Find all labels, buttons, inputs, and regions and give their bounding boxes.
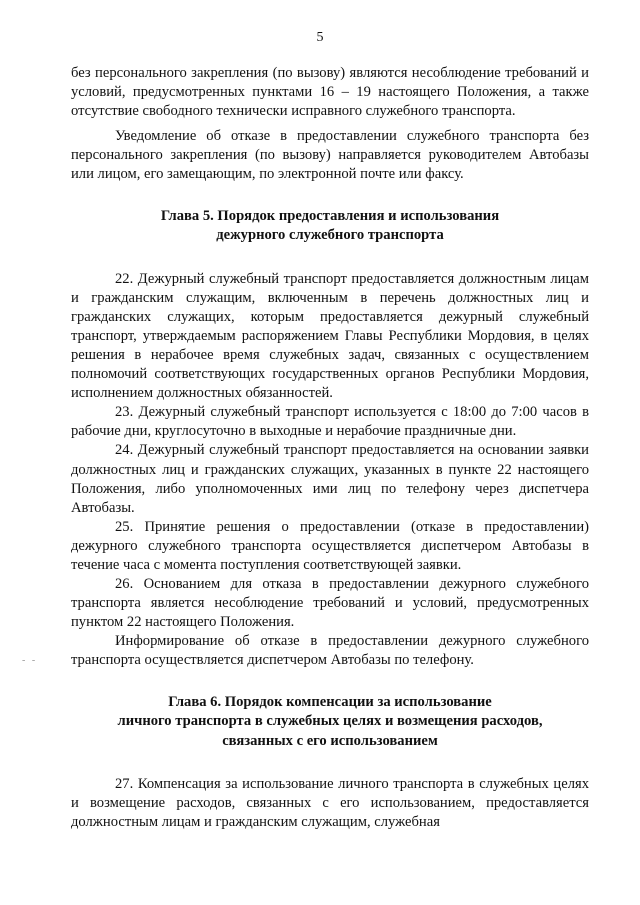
- chapter-heading: [71, 693, 589, 752]
- paragraph: Информирование об отказе в предоставлении дежурного служебного транспорта осуществляется диспетчером Автобазы по телефону.: [71, 633, 589, 669]
- heading-line: личного транспорта в служебных целях и возмещения расходов,: [117, 713, 543, 730]
- paragraph: 22. Дежурный служебный транспорт предоставляется должностным лицам и гражданским служащим, включенным в перечень должностных лиц и гражданских служащих, которым предоставляется дежурный служебный транспорт, утверждаемым распоряжением Главы Республики Мордовия, в целях решения в нерабочее время служебных задач, связанных с осуществлением полномочий соответствующих государственных органов Республики Мордовия, исполнением должностных обязанностей.: [71, 270, 589, 402]
- paragraph: без персонального закрепления (по вызову) являются несоблюдение требований и условий, предусмотренных пунктами 16 – 19 настоящего Положения, а также отсутствие свободного технически исправного служебного транспорта.: [71, 65, 589, 120]
- spacer: [71, 671, 589, 693]
- paragraph: 25. Принятие решения о предоставлении (отказе в предоставлении) дежурного служебного транспорта осуществляется диспетчером Автобазы в течение часа с момента поступления соответствующей заявки.: [71, 518, 589, 573]
- margin-mark: - -: [22, 655, 38, 666]
- heading-line: связанных с его использованием: [222, 732, 438, 749]
- heading-line: Глава 5. Порядок предоставления и использования: [160, 207, 500, 224]
- heading-line: Глава 6. Порядок компенсации за использование: [168, 693, 492, 710]
- spacer: [71, 185, 589, 207]
- paragraph: 27. Компенсация за использование личного транспорта в служебных целях и возмещение расходов, связанных с его использованием, предоставляется должностным лицам и гражданским служащим, служебная: [71, 776, 589, 831]
- page-number: 5: [316, 30, 324, 45]
- paragraph: 26. Основанием для отказа в предоставлении дежурного служебного транспорта является несоблюдение требований и условий, предусмотренных пунктом 22 настоящего Положения.: [71, 576, 589, 631]
- paragraph: Уведомление об отказе в предоставлении служебного транспорта без персонального закрепления (по вызову) направляется руководителем Автобазы или лицом, его замещающим, по электронной почте или факсу.: [71, 128, 589, 183]
- spacer: [71, 751, 589, 775]
- paragraph: 24. Дежурный служебный транспорт предоставляется на основании заявки должностных лиц и гражданских служащих, указанных в пункте 22 настоящего Положения, либо уполномоченных ими лиц по телефону через диспетчера Автобазы.: [71, 442, 589, 516]
- chapter-heading: [71, 207, 589, 246]
- paragraph: 23. Дежурный служебный транспорт используется с 18:00 до 7:00 часов в рабочие дни, круглосуточно в выходные и нерабочие праздничные дни.: [71, 404, 589, 440]
- heading-line: дежурного служебного транспорта: [216, 227, 444, 244]
- document-body: [71, 64, 589, 832]
- spacer: [71, 246, 589, 270]
